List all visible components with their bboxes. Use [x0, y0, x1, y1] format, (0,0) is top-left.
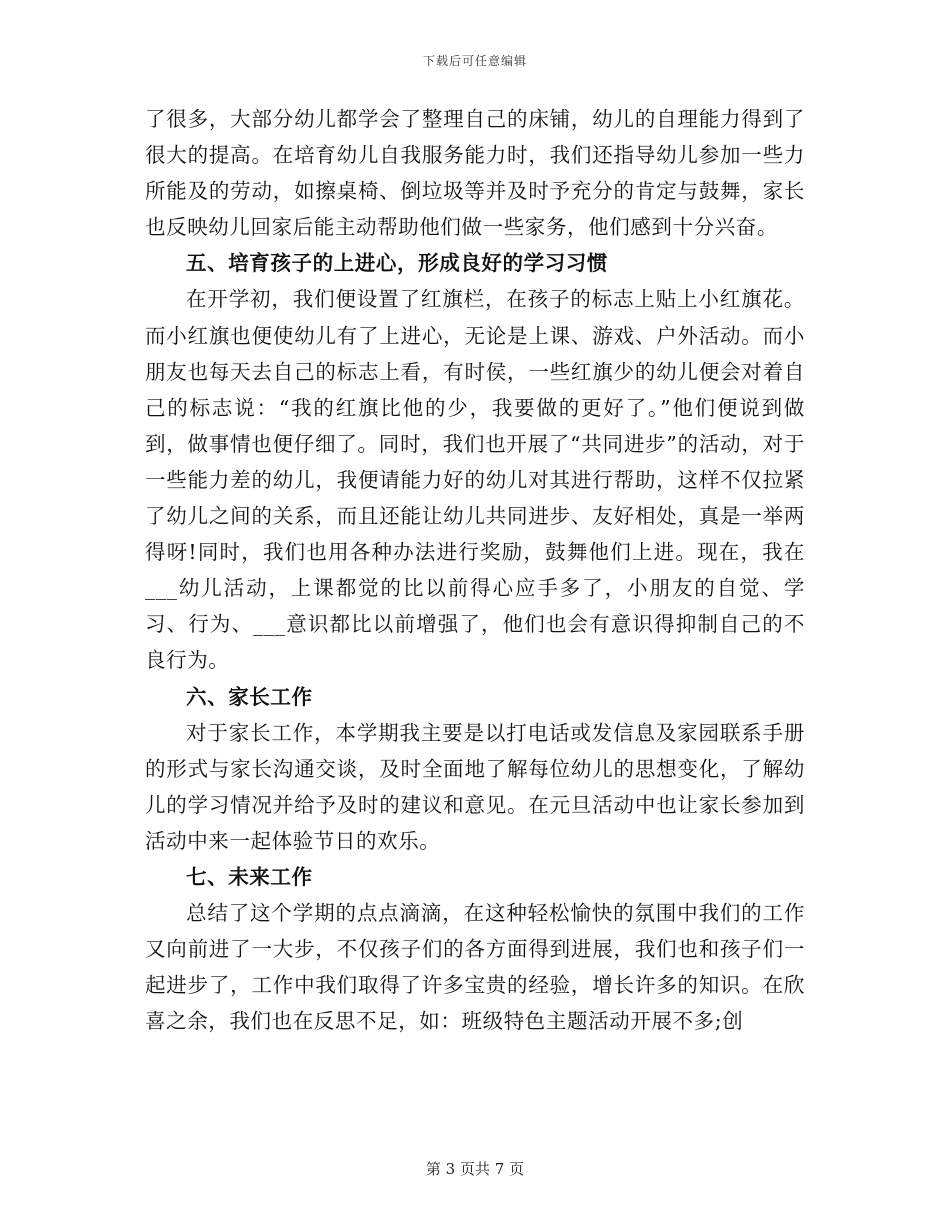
paragraph-continued: 了很多，大部分幼儿都学会了整理自己的床铺，幼儿的自理能力得到了很大的提高。在培育幼儿自我服务能力时，我们还指导幼儿参加一些力所能及的劳动，如擦桌椅、倒垃圾等并及时予充分的肯定与鼓舞，家长也反映幼儿回家后能主动帮助他们做一些家务，他们感到十分兴奋。	[145, 107, 805, 240]
paragraph-section-7: 总结了这个学期的点点滴滴，在这种轻松愉快的氛围中我们的工作又向前进了一大步，不仅孩子们的各方面得到进展，我们也和孩子们一起进步了，工作中我们取得了许多宝贵的经验，增长许多的知识。在欣喜之余，我们也在反思不足，如：班级特色主题活动开展不多;创	[145, 901, 805, 1034]
paragraph-section-6: 对于家长工作，本学期我主要是以打电话或发信息及家园联系手册的形式与家长沟通交谈，及时全面地了解每位幼儿的思想变化，了解幼儿的学习情况并给予及时的建议和意见。在元旦活动中也让家长参加到活动中来一起体验节日的欢乐。	[145, 720, 805, 853]
document-body	[145, 101, 805, 1039]
page-header: 下载后可任意编辑	[422, 54, 527, 68]
section-heading-5: 五、培育孩子的上进心，形成良好的学习习惯	[186, 251, 608, 276]
section-heading-7: 七、未来工作	[186, 864, 313, 889]
paragraph-section-5: 在开学初，我们便设置了红旗栏，在孩子的标志上贴上小红旗花。而小红旗也便使幼儿有了上进心，无论是上课、游戏、户外活动。而小朋友也每天去自己的标志上看，有时侯，一些红旗少的幼儿便会对着自己的标志说：“我的红旗比他的少，我要做的更好了。”他们便说到做到，做事情也便仔细了。同时，我们也开展了“共同进步”的活动，对于一些能力差的幼儿，我便请能力好的幼儿对其进行帮助，这样不仅拉紧了幼儿之间的关系，而且还能让幼儿共同进步、友好相处，真是一举两得呀!同时，我们也用各种办法进行奖励，鼓舞他们上进。现在，我在___幼儿活动，上课都觉的比以前得心应手多了，小朋友的自觉、学习、行为、___意识都比以前增强了，他们也会有意识得抑制自己的不良行为。	[145, 287, 805, 673]
section-heading-6: 六、家长工作	[186, 684, 313, 709]
page-number: 第 3 页共 7 页	[425, 1160, 525, 1178]
